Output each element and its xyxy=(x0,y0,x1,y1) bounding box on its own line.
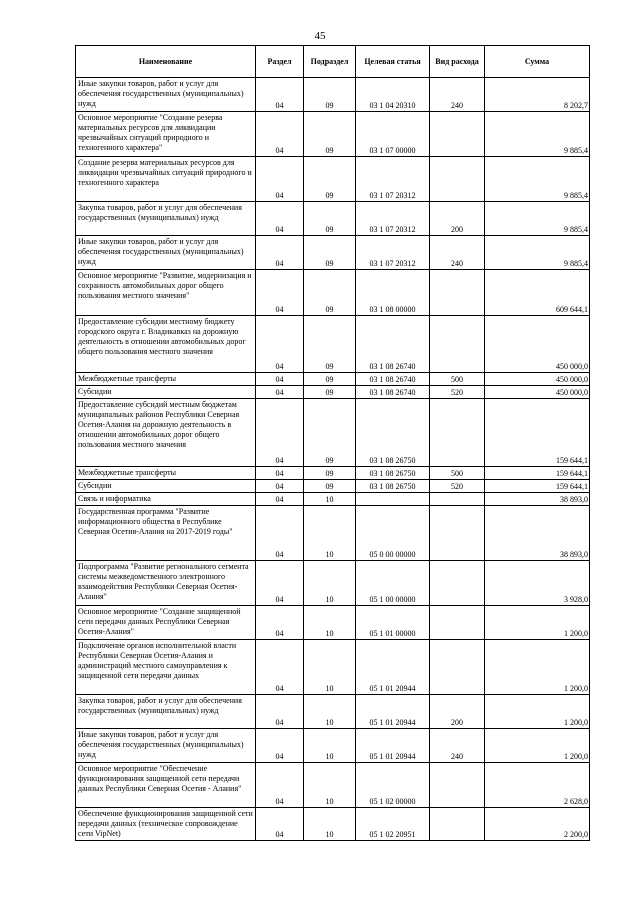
row-target: 05 1 02 20951 xyxy=(356,808,430,841)
row-kind xyxy=(430,606,485,640)
row-subsection: 10 xyxy=(304,561,356,606)
table-row xyxy=(76,112,590,157)
row-section: 04 xyxy=(256,606,304,640)
row-target xyxy=(356,493,430,506)
budget-table xyxy=(75,45,590,841)
row-section: 04 xyxy=(256,467,304,480)
row-sum: 9 885,4 xyxy=(485,157,590,202)
header-target: Целевая статья xyxy=(356,46,430,78)
row-sum: 1 200,0 xyxy=(485,606,590,640)
row-subsection: 09 xyxy=(304,202,356,236)
header-kind: Вид расхода xyxy=(430,46,485,78)
row-name: Иные закупки товаров, работ и услуг для обеспечения государственных (муниципальных) нужд xyxy=(76,729,256,763)
row-section: 04 xyxy=(256,202,304,236)
row-name: Закупка товаров, работ и услуг для обеспечения государственных (муниципальных) нужд xyxy=(76,202,256,236)
header-name: Наименование xyxy=(76,46,256,78)
row-section: 04 xyxy=(256,506,304,561)
row-target: 03 1 08 26740 xyxy=(356,316,430,373)
row-sum: 609 644,1 xyxy=(485,270,590,316)
table-body xyxy=(76,78,590,841)
row-section: 04 xyxy=(256,763,304,808)
row-subsection: 10 xyxy=(304,506,356,561)
row-kind: 240 xyxy=(430,236,485,270)
row-target: 03 1 07 20312 xyxy=(356,157,430,202)
row-section: 04 xyxy=(256,112,304,157)
row-name: Основное мероприятие "Создание резерва материальных ресурсов для ликвидации чрезвычайных ситуаций природного и техногенного характера" xyxy=(76,112,256,157)
row-name: Создание резерва материальных ресурсов для ликвидации чрезвычайных ситуаций природного и техногенного характера xyxy=(76,157,256,202)
row-name: Основное мероприятие "Создание защищенной сети передачи данных Республики Северная Осетия-Алания" xyxy=(76,606,256,640)
row-target: 05 0 00 00000 xyxy=(356,506,430,561)
row-name: Субсидии xyxy=(76,480,256,493)
row-subsection: 09 xyxy=(304,399,356,467)
table-row xyxy=(76,606,590,640)
row-subsection: 09 xyxy=(304,386,356,399)
row-subsection: 09 xyxy=(304,467,356,480)
table-row xyxy=(76,480,590,493)
row-name: Основное мероприятие "Развитие, модернизация и сохранность автомобильных дорог общего пользования местного значения" xyxy=(76,270,256,316)
row-name: Предоставление субсидии местному бюджету городского округа г. Владикавказ на дорожную деятельность в отношении автомобильных дорог общего пользования местного значения xyxy=(76,316,256,373)
row-name: Связь и информатика xyxy=(76,493,256,506)
row-kind: 240 xyxy=(430,78,485,112)
table-row xyxy=(76,386,590,399)
table-row xyxy=(76,506,590,561)
row-target: 03 1 08 26740 xyxy=(356,386,430,399)
row-section: 04 xyxy=(256,316,304,373)
row-subsection: 09 xyxy=(304,373,356,386)
row-target: 03 1 07 00000 xyxy=(356,112,430,157)
row-sum: 1 200,0 xyxy=(485,729,590,763)
row-sum: 159 644,1 xyxy=(485,399,590,467)
table-row xyxy=(76,493,590,506)
row-target: 05 1 00 00000 xyxy=(356,561,430,606)
table-row xyxy=(76,373,590,386)
row-target: 03 1 07 20312 xyxy=(356,236,430,270)
table-row xyxy=(76,316,590,373)
row-section: 04 xyxy=(256,561,304,606)
row-sum: 159 644,1 xyxy=(485,467,590,480)
row-subsection: 09 xyxy=(304,78,356,112)
row-target: 03 1 04 20310 xyxy=(356,78,430,112)
row-kind: 520 xyxy=(430,386,485,399)
header-subsection: Подраздел xyxy=(304,46,356,78)
row-subsection: 09 xyxy=(304,480,356,493)
row-kind xyxy=(430,561,485,606)
row-target: 03 1 08 26750 xyxy=(356,399,430,467)
row-section: 04 xyxy=(256,373,304,386)
row-section: 04 xyxy=(256,729,304,763)
row-name: Иные закупки товаров, работ и услуг для обеспечения государственных (муниципальных) нужд xyxy=(76,78,256,112)
row-kind: 500 xyxy=(430,467,485,480)
row-target: 03 1 08 00000 xyxy=(356,270,430,316)
table-row xyxy=(76,157,590,202)
table-row xyxy=(76,729,590,763)
row-sum: 450 000,0 xyxy=(485,316,590,373)
row-sum: 38 893,0 xyxy=(485,506,590,561)
row-name: Иные закупки товаров, работ и услуг для обеспечения государственных (муниципальных) нужд xyxy=(76,236,256,270)
row-target: 05 1 01 20944 xyxy=(356,640,430,695)
row-name: Закупка товаров, работ и услуг для обеспечения государственных (муниципальных) нужд xyxy=(76,695,256,729)
table-row xyxy=(76,808,590,841)
row-name: Межбюджетные трансферты xyxy=(76,467,256,480)
row-target: 03 1 08 26750 xyxy=(356,467,430,480)
row-sum: 1 200,0 xyxy=(485,695,590,729)
row-section: 04 xyxy=(256,493,304,506)
row-sum: 2 628,0 xyxy=(485,763,590,808)
row-subsection: 10 xyxy=(304,640,356,695)
row-name: Обеспечение функционирования защищенной сети передачи данных (техническое сопровождение сети VipNet) xyxy=(76,808,256,841)
row-name: Подключение органов исполнительной власти Республики Северная Осетия-Алания и администраций местного самоуправления к защищенной сети передачи данных xyxy=(76,640,256,695)
row-kind xyxy=(430,640,485,695)
row-sum: 8 202,7 xyxy=(485,78,590,112)
row-name: Государственная программа "Развитие информационного общества в Республике Северная Осетия-Алания на 2017-2019 годы" xyxy=(76,506,256,561)
row-target: 05 1 01 00000 xyxy=(356,606,430,640)
row-sum: 450 000,0 xyxy=(485,386,590,399)
row-name: Предоставление субсидий местным бюджетам муниципальных районов Республики Северная Осетия-Алания на дорожную деятельность в отношении автомобильных дорог общего пользования местного значения xyxy=(76,399,256,467)
row-subsection: 10 xyxy=(304,606,356,640)
row-target: 05 1 02 00000 xyxy=(356,763,430,808)
row-section: 04 xyxy=(256,808,304,841)
row-subsection: 09 xyxy=(304,270,356,316)
row-section: 04 xyxy=(256,386,304,399)
table-row xyxy=(76,270,590,316)
row-name: Подпрограмма "Развитие регионального сегмента системы межведомственного электронного взаимодействия Республики Северная Осетия-Алания" xyxy=(76,561,256,606)
row-subsection: 09 xyxy=(304,157,356,202)
header-section: Раздел xyxy=(256,46,304,78)
row-kind: 200 xyxy=(430,695,485,729)
row-subsection: 09 xyxy=(304,236,356,270)
table-row xyxy=(76,561,590,606)
row-subsection: 10 xyxy=(304,695,356,729)
row-kind xyxy=(430,270,485,316)
table-row xyxy=(76,467,590,480)
row-kind xyxy=(430,399,485,467)
page-number: 45 xyxy=(314,30,326,42)
row-sum: 3 928,0 xyxy=(485,561,590,606)
row-subsection: 09 xyxy=(304,316,356,373)
row-kind xyxy=(430,493,485,506)
table-row xyxy=(76,236,590,270)
header-sum: Сумма xyxy=(485,46,590,78)
table-header-row xyxy=(76,46,590,78)
row-name: Основное мероприятие "Обеспечение функционирования защищенной сети передачи данных Республики Северная Осетия - Алания" xyxy=(76,763,256,808)
row-kind: 520 xyxy=(430,480,485,493)
row-name: Субсидии xyxy=(76,386,256,399)
table-row xyxy=(76,640,590,695)
row-subsection: 10 xyxy=(304,808,356,841)
row-target: 03 1 08 26740 xyxy=(356,373,430,386)
row-subsection: 10 xyxy=(304,493,356,506)
row-kind: 200 xyxy=(430,202,485,236)
row-section: 04 xyxy=(256,236,304,270)
row-sum: 1 200,0 xyxy=(485,640,590,695)
row-kind xyxy=(430,112,485,157)
row-kind: 500 xyxy=(430,373,485,386)
row-section: 04 xyxy=(256,157,304,202)
row-subsection: 10 xyxy=(304,763,356,808)
row-subsection: 09 xyxy=(304,112,356,157)
row-sum: 38 893,0 xyxy=(485,493,590,506)
row-target: 03 1 07 20312 xyxy=(356,202,430,236)
row-sum: 9 885,4 xyxy=(485,112,590,157)
row-target: 05 1 01 20944 xyxy=(356,729,430,763)
row-kind xyxy=(430,157,485,202)
table-row xyxy=(76,399,590,467)
row-kind xyxy=(430,808,485,841)
row-sum: 9 885,4 xyxy=(485,236,590,270)
row-kind xyxy=(430,316,485,373)
row-sum: 450 000,0 xyxy=(485,373,590,386)
row-subsection: 10 xyxy=(304,729,356,763)
row-section: 04 xyxy=(256,399,304,467)
table-row xyxy=(76,78,590,112)
row-sum: 9 885,4 xyxy=(485,202,590,236)
row-target: 05 1 01 20944 xyxy=(356,695,430,729)
row-target: 03 1 08 26750 xyxy=(356,480,430,493)
row-name: Межбюджетные трансферты xyxy=(76,373,256,386)
table-row xyxy=(76,695,590,729)
row-section: 04 xyxy=(256,480,304,493)
row-section: 04 xyxy=(256,640,304,695)
table-row xyxy=(76,763,590,808)
table-row xyxy=(76,202,590,236)
row-kind: 240 xyxy=(430,729,485,763)
row-sum: 2 200,0 xyxy=(485,808,590,841)
row-sum: 159 644,1 xyxy=(485,480,590,493)
row-kind xyxy=(430,763,485,808)
row-section: 04 xyxy=(256,78,304,112)
row-section: 04 xyxy=(256,270,304,316)
row-kind xyxy=(430,506,485,561)
row-section: 04 xyxy=(256,695,304,729)
